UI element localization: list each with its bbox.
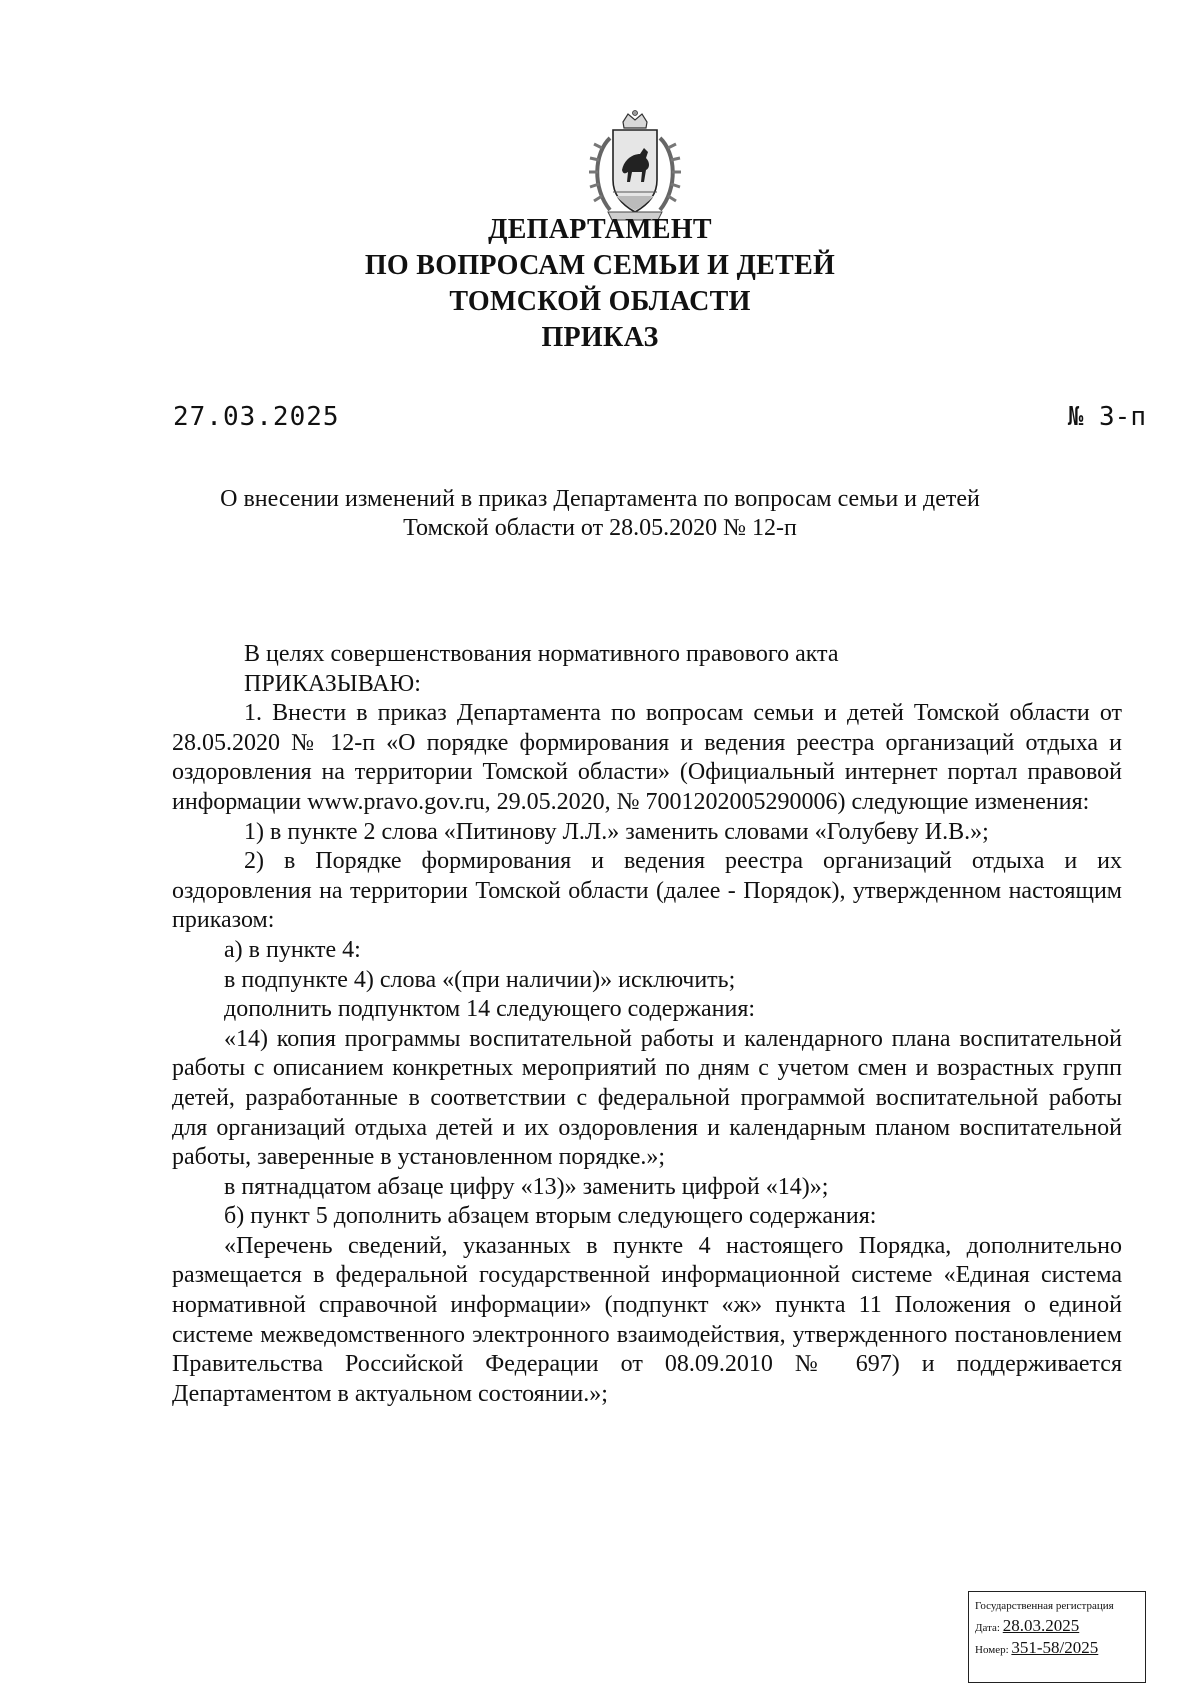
body-paragraph: 1) в пункте 2 слова «Питинову Л.Л.» заменить словами «Голубеву И.В.»; [244,818,989,845]
body-paragraph: ПРИКАЗЫВАЮ: [244,670,421,697]
order-date: 27.03.2025 [173,402,340,432]
body-paragraph: В целях совершенствования нормативного правового акта [244,641,839,667]
body-paragraph: дополнить подпунктом 14 следующего содержания: [224,996,756,1023]
header-region: ТОМСКОЙ ОБЛАСТИ [449,286,751,317]
stamp-date-label: Дата: [975,1622,1000,1634]
body-paragraph: 1. Внести в приказ Департамента по вопросам семьи и детей Томской области от 28.05.2020 № 12-п «О порядке формирования и ведения реестра организаций отдыха и оздоровления на территории Томской области» (Официальный интернет портал правовой информации www.pravo.gov.ru, 29.05.2020, № 7001202005290006) следующие изменения: [172,700,1122,815]
document-header [0,212,1200,356]
stamp-number-value: 351-58/2025 [1011,1638,1099,1657]
header-department: ДЕПАРТАМЕНТ [488,214,712,245]
order-number: № 3-п [1067,402,1146,432]
body-paragraph: «Перечень сведений, указанных в пункте 4 настоящего Порядка, дополнительно размещается в федеральной государственной информационной системе «Единая система нормативной справочной информации» (подпункт «ж» пункта 11 Положения о единой системе межведомственного электронного взаимодействия, утвержденного постановлением Правительства Российской Федерации от 08.09.2010 № 697) и поддерживается Департаментом в актуальном состоянии.»; [172,1232,1122,1407]
header-doc-type: ПРИКАЗ [541,322,659,353]
body-paragraph: а) в пункте 4: [224,936,361,963]
stamp-number-row [975,1640,1139,1658]
body-paragraph: «14) копия программы воспитательной работы и календарного плана воспитательной работы с описанием конкретных мероприятий по дням с учетом смен и возрастных групп детей, разработанные в соответствии с федеральной программой воспитательной работы для организаций отдыха детей и их оздоровления и календарным планом воспитательной работы, заверенные в установленном порядке.»; [172,1025,1122,1171]
body-paragraph: 2) в Порядке формирования и ведения реестра организаций отдыха и их оздоровления на территории Томской области (далее - Порядок), утвержденном настоящим приказом: [172,848,1122,934]
header-department-scope: ПО ВОПРОСАМ СЕМЬИ И ДЕТЕЙ [364,250,836,281]
coat-of-arms-icon [580,108,690,228]
subject-line: О внесении изменений в приказ Департамента по вопросам семьи и детей [220,486,980,512]
body-paragraph: в подпункте 4) слова «(при наличии)» исключить; [224,966,736,993]
stamp-title: Государственная регистрация [975,1600,1114,1612]
stamp-number-label: Номер: [975,1644,1009,1656]
stamp-date-row [975,1618,1139,1636]
subject-line: Томской области от 28.05.2020 № 12-п [403,515,797,541]
body-paragraph: б) пункт 5 дополнить абзацем вторым следующего содержания: [224,1203,877,1230]
stamp-date-value: 28.03.2025 [1002,1616,1080,1635]
order-body [172,640,1122,1409]
coat-of-arms-emblem [580,108,690,228]
body-paragraph: в пятнадцатом абзаце цифру «13)» заменить цифрой «14)»; [224,1173,829,1200]
order-subject [150,485,1050,543]
registration-stamp [968,1591,1146,1683]
